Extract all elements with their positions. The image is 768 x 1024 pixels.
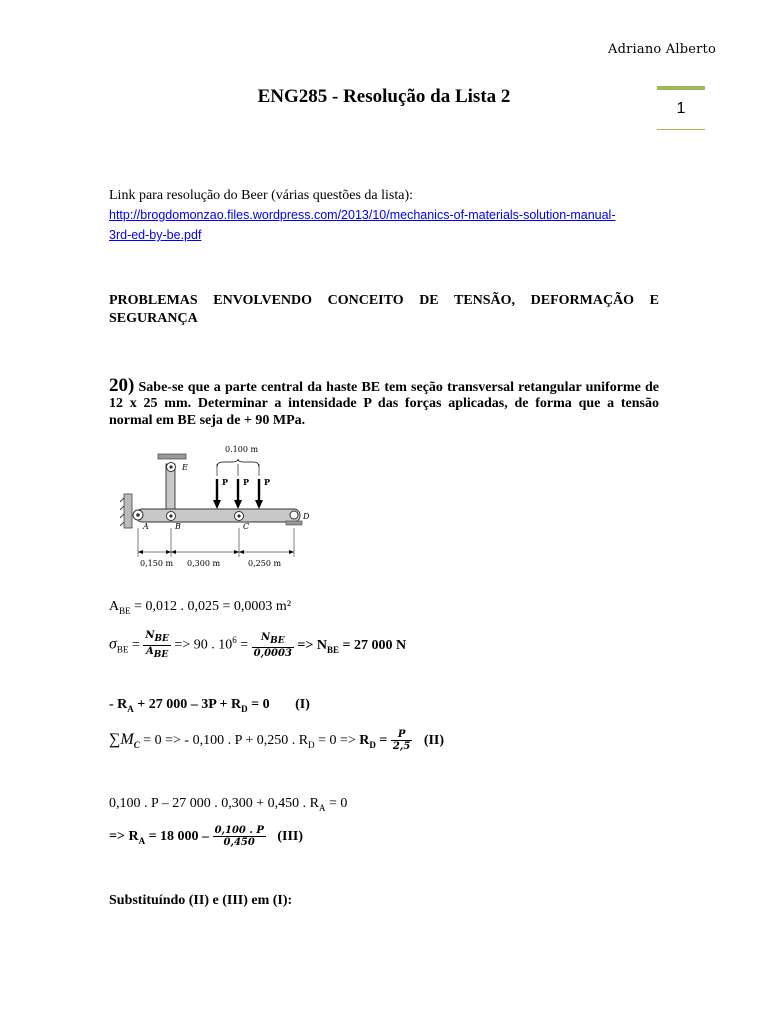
frac2-num: N [260, 631, 271, 643]
solution-link-line-2[interactable]: 3rd-ed-by-be.pdf [109, 228, 202, 242]
nbe-result: => $N_{BE} = 27$ 000 N [297, 637, 407, 655]
question-line-1-text: Sabe-se que a parte central da haste BE tem seção transversal retangular uniforme de [138, 380, 659, 395]
dim-bc: 0,300 m [187, 559, 221, 568]
section-heading-line-2: SEGURANÇA [109, 311, 198, 326]
label-c: C [243, 522, 250, 531]
beam-ad [136, 509, 300, 522]
label-a: A [143, 522, 149, 531]
sigma-symbol: σ [109, 635, 117, 653]
load-label-3: P [264, 477, 271, 487]
solution-link[interactable] [109, 205, 659, 245]
load-label-1: P [222, 477, 229, 487]
stress-exponent: 6 [232, 635, 237, 645]
spacing-bracket [217, 459, 259, 476]
left-wall [124, 494, 132, 528]
fraction-rb: $\frac{0,100 . P}{0,450}$ [214, 825, 264, 849]
equation-iii-tag: (III) [277, 829, 304, 844]
equation-i: - $R_A + 27$ $000 - 3P + R_D = 0$ (I) [109, 697, 310, 714]
substitution-text: Substituíndo (II) e (III) em (I): [109, 893, 293, 908]
frac1-den: A [146, 645, 154, 657]
page-number-top-rule [657, 86, 705, 90]
equals-1: = [128, 637, 144, 653]
page-number-bottom-rule [657, 129, 705, 130]
moment-symbol: M [120, 731, 134, 748]
frac1-num-sub: BE [154, 633, 169, 644]
spacing-label: 0.100 m [225, 445, 259, 454]
author-name: Adriano Alberto [608, 42, 716, 57]
frac1-num: N [145, 629, 155, 641]
stress-equation [109, 626, 659, 663]
sum-symbol: ∑ [109, 731, 121, 748]
ceiling-support [158, 454, 186, 459]
roller-d [290, 511, 298, 519]
area-symbol: A [109, 599, 120, 614]
load-arrows [213, 479, 263, 509]
label-d: D [303, 512, 310, 521]
page-number-box [657, 86, 705, 130]
document-title: ENG285 - Resolução da Lista 2 [257, 86, 511, 107]
sigma-subscript: BE [116, 644, 129, 655]
dimension-lines [138, 528, 294, 557]
page-number: 1 [676, 100, 686, 117]
section-heading-line-1: PROBLEMAS ENVOLVENDO CONCEITO DE TENSÃO, DEFORMAÇÃO E [109, 293, 659, 308]
frac1-den-sub: BE [153, 649, 169, 660]
area-value: = 0,012 . 0,025 = 0,0003 m² [130, 599, 292, 614]
moment-subscript: C [133, 739, 140, 750]
area-equation [109, 598, 659, 620]
dim-cd: 0,250 m [248, 559, 282, 568]
equation-ii-tag: (II) [423, 733, 445, 748]
area-subscript: BE [119, 605, 131, 616]
question-line-3: normal em BE seja de + 90 MPa. [109, 413, 306, 428]
fraction-p-over-2-5: $\frac{P}{2,5}$ [392, 729, 411, 753]
beam-diagram [120, 442, 335, 572]
load-label-2: P [243, 477, 250, 487]
question-number: 20) [109, 375, 135, 396]
equation-i-tag: (I) [295, 697, 310, 712]
frac2-den: 0,0003 [253, 647, 292, 659]
frac2-num-sub: BE [270, 635, 285, 646]
equation-moment-a: 0,100 . P – 27 000 . 0,300 + 0,450 . $R_A = 0$ [109, 796, 348, 813]
label-e: E [182, 463, 188, 472]
equals-2: = [236, 637, 252, 653]
intro-text: Link para resolução do Beer (várias questões da lista): [109, 188, 414, 203]
dim-ab: 0,150 m [140, 559, 174, 568]
solution-link-line-1[interactable]: http://brogdomonzao.files.wordpress.com/2013/10/mechanics-of-materials-solution-manual- [109, 208, 616, 222]
label-b: B [175, 522, 181, 531]
fraction-n-over-a [143, 630, 171, 661]
equation-ii: $\sum M_C = 0$ => - 0,100 . P + 0,250 . $R_D = 0 => R_D$ = $\frac{P}{2,5}$ (II) [109, 729, 445, 753]
question-line-2: 12 x 25 mm. Determinar a intensidade P das forças aplicadas, de forma que a tensão [109, 396, 659, 411]
fraction-n-over-area [252, 632, 294, 659]
stress-value: => 90 . 10 [174, 637, 233, 653]
equation-iii: => $R_A = 18$ 000 – $\frac{0,100 . P}{0,450}$ (III) [109, 825, 304, 849]
